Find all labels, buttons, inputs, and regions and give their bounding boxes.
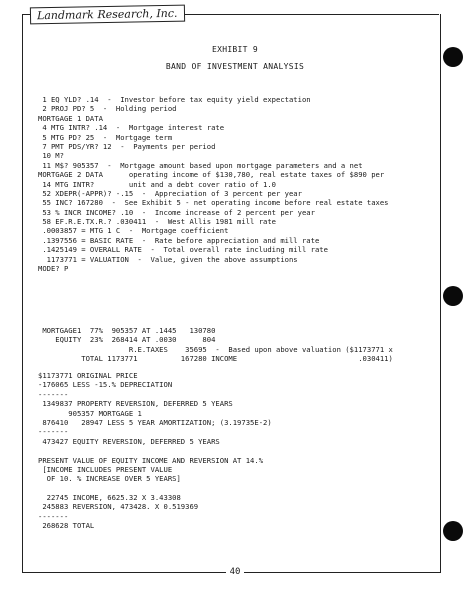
- program-line: 1 EQ YLD? .14 - Investor before tax equity yield expectation: [38, 95, 311, 104]
- reversion-line: $1173771 ORIGINAL PRICE: [38, 371, 138, 380]
- reversion-line: -------: [38, 511, 69, 521]
- program-line: .1397556 = BASIC RATE - Rate before appreciation and mill rate: [38, 235, 320, 245]
- allocation-line: EQUITY 23% 268414 AT .0030 804: [38, 335, 216, 345]
- exhibit-number: EXHIBIT 9: [211, 45, 259, 54]
- reversion-line: -------: [38, 427, 69, 437]
- reversion-line: PRESENT VALUE OF EQUITY INCOME AND REVERSION AT 14.%: [38, 455, 264, 465]
- program-line: 1173771 = VALUATION - Value, given the above assumptions: [38, 254, 298, 264]
- exhibit-title: BAND OF INVESTMENT ANALYSIS: [165, 62, 305, 71]
- reversion-line: 905357 MORTGAGE 1: [38, 408, 142, 418]
- allocation-line: MORTGAGE1 77% 905357 AT .1445 130780: [38, 326, 216, 335]
- reversion-line: 22745 INCOME, 6625.32 X 3.43308: [38, 493, 181, 503]
- reversion-line: -176065 LESS -15.% DEPRECIATION: [38, 380, 173, 390]
- reversion-line: 1349837 PROPERTY REVERSION, DEFERRED 5 YEARS: [38, 399, 233, 409]
- program-line: 4 MTG INTR? .14 - Mortgage interest rate: [38, 123, 225, 133]
- binder-hole-middle: [443, 286, 463, 306]
- program-line: 53 % INCR INCOME? .10 - Income increase of 2 percent per year: [38, 207, 315, 217]
- program-line: .0003857 = MTG 1 C - Mortgage coefficient: [38, 226, 229, 236]
- program-line: 14 MTG INTR? unit and a debt cover ratio of 1.0: [38, 179, 276, 189]
- binder-hole-bottom: [443, 521, 463, 541]
- reversion-line: [38, 484, 272, 493]
- reversion-line: 245883 REVERSION, 473428. X 0.519369: [38, 502, 199, 512]
- reversion-line: [INCOME INCLUDES PRESENT VALUE: [38, 464, 173, 474]
- program-line: .1425149 = OVERALL RATE - Total overall rate including mill rate: [38, 245, 328, 255]
- program-line: 5 MTG PD? 25 - Mortgage term: [38, 132, 173, 142]
- reversion-line: OF 10. % INCREASE OVER 5 YEARS]: [38, 474, 181, 484]
- input-parameters-block: [38, 95, 389, 273]
- allocation-line: R.E.TAXES 35695 - Based upon above valuation ($1173771 x: [38, 344, 393, 354]
- reversion-block: [38, 371, 272, 531]
- program-line: 7 PMT PDS/YR? 12 - Payments per period: [38, 141, 216, 151]
- reversion-line: 268628 TOTAL: [38, 521, 95, 531]
- reversion-line: -------: [38, 389, 69, 399]
- reversion-line: 876410 28947 LESS 5 YEAR AMORTIZATION; (3.19735E-2): [38, 417, 272, 427]
- reversion-line: 473427 EQUITY REVERSION, DEFERRED 5 YEARS: [38, 436, 220, 446]
- program-line: 52 XDEPR(-APPR)? -.15 - Appreciation of 3 percent per year: [38, 188, 302, 198]
- page-number-text: 40: [226, 567, 245, 577]
- program-line: 58 EF.R.E.TX.R.? .030411 - West Allis 1981 mill rate: [38, 217, 276, 227]
- reversion-line: [38, 446, 272, 455]
- letterhead-logo: Landmark Research, Inc.: [30, 5, 185, 25]
- program-line: MODE? P: [38, 264, 69, 274]
- program-line: MORTGAGE 1 DATA: [38, 113, 103, 123]
- page-number: [0, 567, 470, 577]
- program-line: 55 INC? 167280 - See Exhibit 5 - net operating income before real estate taxes: [38, 198, 389, 208]
- program-line: MORTGAGE 2 DATA operating income of $130,780, real estate taxes of $890 per: [38, 170, 385, 180]
- program-line: 2 PROJ PD? 5 - Holding period: [38, 104, 177, 114]
- program-line: 10 M?: [38, 151, 64, 161]
- program-line: 11 M$? 905357 - Mortgage amount based upon mortgage parameters and a net: [38, 160, 363, 170]
- allocation-block: [38, 326, 393, 364]
- allocation-line: TOTAL 1173771 167280 INCOME .030411): [38, 354, 393, 364]
